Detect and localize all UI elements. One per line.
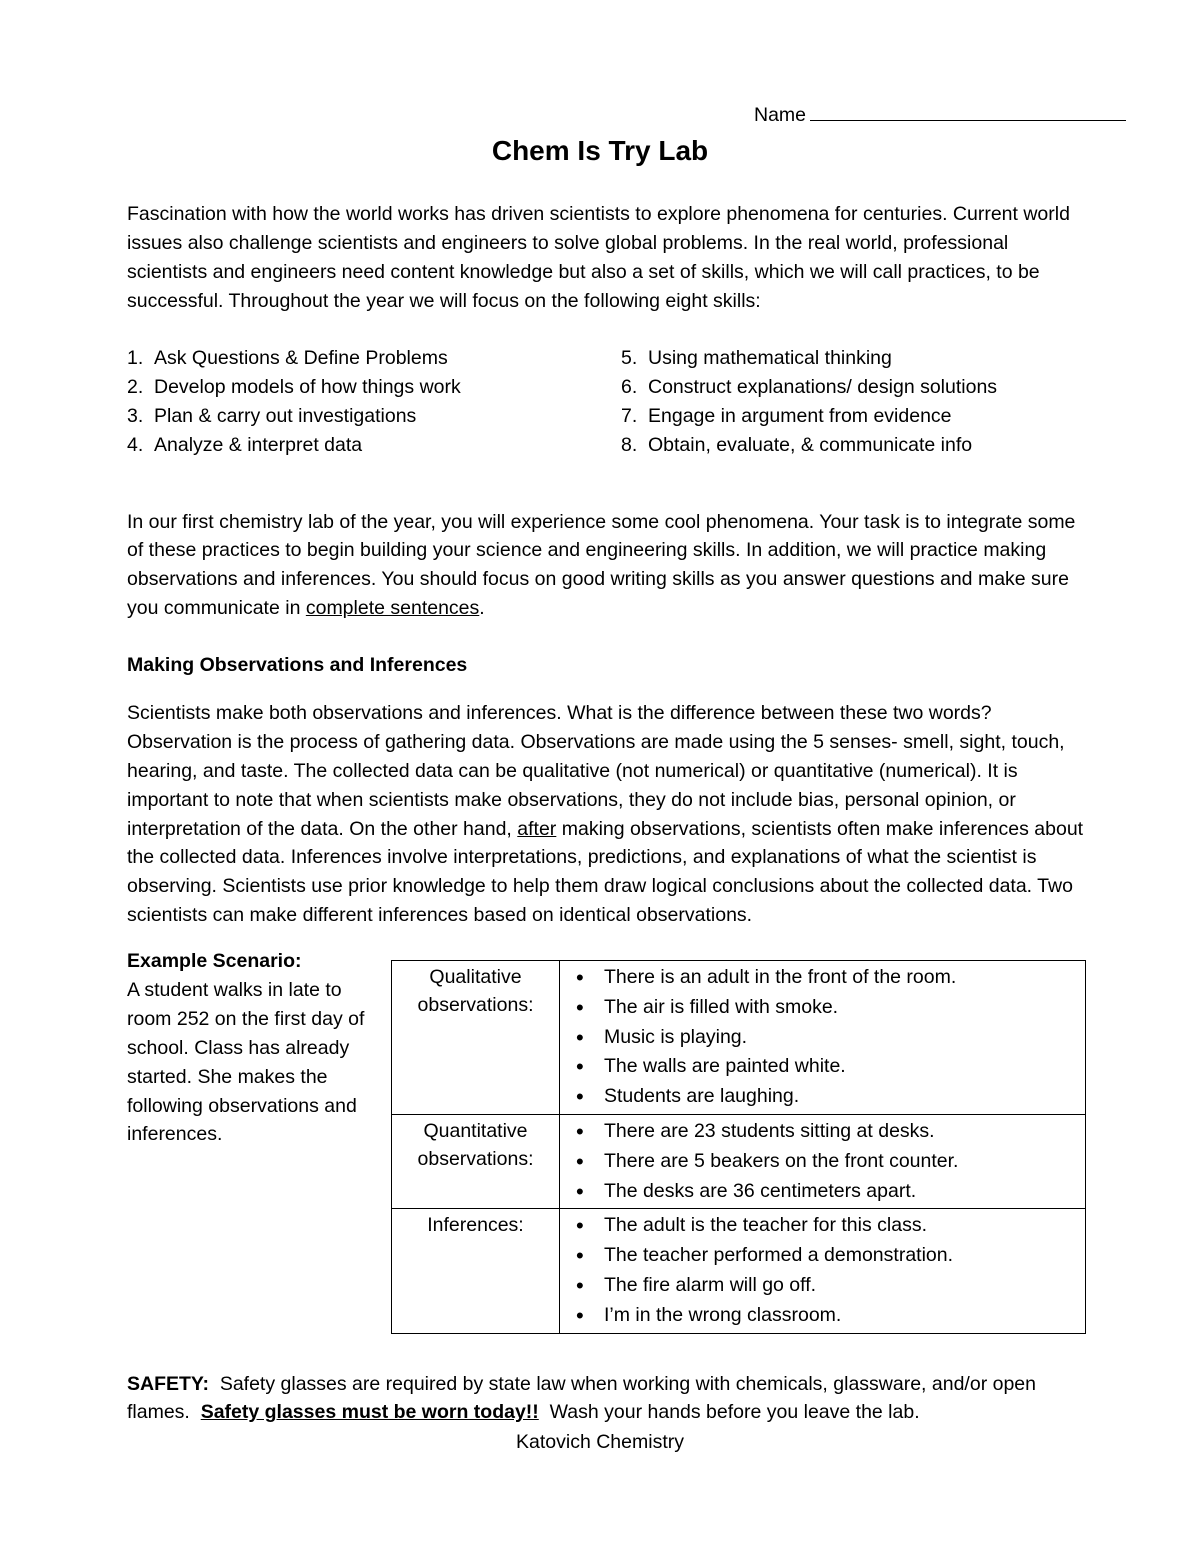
intro-text: Fascination with how the world works has driven scientists to explore phenomena for centuries. Current world issues also challenge scientists and engineers to solve global problems. In the real world, professional scientists and engineers need content knowledge but also a set of skills, which we will call practices, to be successful. Throughout the year we will focus on the following eight skills: [127, 203, 1070, 312]
row-items [560, 1209, 1086, 1333]
table-row [392, 961, 1086, 1115]
skills-column-left [127, 344, 597, 460]
lab-intro-paragraph [127, 488, 1087, 643]
safety-label: SAFETY: [127, 1372, 209, 1395]
skill-item [127, 344, 597, 373]
skill-number: 8. [621, 433, 638, 456]
safety-emphasis: Safety glasses must be worn today!! [200, 1401, 539, 1424]
skill-text: Develop models of how things work [154, 375, 461, 398]
skill-text: Engage in argument from evidence [648, 404, 952, 427]
scenario-heading: Example Scenario: [127, 950, 302, 972]
skill-item [127, 373, 597, 402]
observations-heading: Making Observations and Inferences [127, 653, 468, 676]
skill-item [127, 431, 597, 460]
safety-text-part: Safety glasses are required by state law when working with chemicals, glassware, and/or open flames. [127, 1372, 1042, 1424]
name-label: Name [754, 104, 807, 126]
table-row [392, 1209, 1086, 1333]
safety-text-end: Wash your hands before you leave the lab. [538, 1401, 920, 1424]
skill-text: Construct explanations/ design solutions [648, 375, 998, 398]
footer-credit: Katovich Chemistry [516, 1431, 684, 1453]
skill-number: 6. [621, 375, 638, 398]
list-item: • I’m in the wrong classroom. [604, 1301, 1077, 1331]
skill-number: 5. [621, 347, 638, 369]
scenario-text: A student walks in late to room 252 on the first day of school. Class has already started. She makes the following observations and inferences. [127, 978, 365, 1146]
row-items [560, 1114, 1086, 1208]
example-scenario [127, 947, 379, 1149]
skill-number: 4. [127, 433, 144, 456]
skill-item [621, 373, 1091, 402]
row-label: Quantitative observations: [392, 1114, 560, 1208]
skill-text: Plan & carry out investigations [154, 404, 417, 427]
list-item: • Music is playing. [604, 1023, 1077, 1053]
table-row [392, 1114, 1086, 1208]
list-item: • The adult is the teacher for this class. [604, 1211, 1077, 1241]
name-blank-line[interactable] [810, 100, 1126, 121]
intro-paragraph [127, 200, 1087, 316]
list-item: • There are 23 students sitting at desks. [604, 1117, 1077, 1147]
skill-text: Obtain, evaluate, & communicate info [648, 433, 973, 456]
safety-text [127, 1370, 1087, 1428]
list-item: • Students are laughing. [604, 1082, 1077, 1112]
page-title: Chem Is Try Lab [491, 135, 709, 166]
lab-intro-text [127, 508, 1087, 624]
complete-sentences-emphasis: complete sentences [305, 597, 480, 620]
list-item: • The fire alarm will go off. [604, 1271, 1077, 1301]
skill-item [621, 344, 1091, 373]
list-item: • The air is filled with smoke. [604, 993, 1077, 1023]
skill-item [621, 402, 1091, 431]
skill-text: Ask Questions & Define Problems [154, 347, 448, 369]
skill-item [621, 431, 1091, 460]
skill-text: Analyze & interpret data [154, 433, 363, 456]
observations-text-part: Scientists make both observations and inferences. What is the difference between these two words? Observation is the process of gathering data. Observations are made using the 5 senses- smell, sight, touch, hearing, and taste. The collected data can be qualitative (not numerical) or quantitative (numerical). It is important to note that when scientists make observations, they do not include bias, personal opinion, or interpretation of the data. On the other hand, [127, 701, 1065, 840]
skill-text: Using mathematical thinking [648, 347, 892, 369]
row-label: Qualitative observations: [392, 961, 560, 1115]
skills-column-right [621, 344, 1091, 460]
list-item: • There are 5 beakers on the front counter. [604, 1147, 1077, 1177]
list-item: • There is an adult in the front of the room. [604, 963, 1077, 993]
observations-text-end: making observations, scientists often make inferences about the collected data. Inferences involve interpretations, predictions, and explanations of what the scientist is observing. Scientists use prior knowledge to help them draw logical conclusions about the collected data. Two scientists can make different inferences based on identical observations. [127, 817, 1084, 927]
observations-table [391, 960, 1086, 1334]
skill-number: 2. [127, 375, 144, 398]
lab-intro-text-part: In our first chemistry lab of the year, you will experience some cool phenomena. Your task is to integrate some of these practices to begin building your science and engineering skills. In addition, we will practice making observations and inferences. You should focus on good writing skills as you answer questions and make sure you communicate in [127, 510, 1076, 620]
name-field[interactable] [754, 100, 1126, 130]
observations-section [127, 631, 1087, 950]
row-items [560, 961, 1086, 1115]
skill-number: 3. [127, 404, 144, 427]
skill-number: 7. [621, 404, 638, 427]
skill-item [127, 402, 597, 431]
list-item: • The teacher performed a demonstration. [604, 1241, 1077, 1271]
observations-text [127, 699, 1087, 930]
row-label: Inferences: [392, 1209, 560, 1333]
list-item: • The desks are 36 centimeters apart. [604, 1177, 1077, 1207]
skill-number: 1. [127, 347, 144, 369]
lab-intro-text-end: . [479, 597, 485, 620]
after-emphasis: after [517, 817, 557, 840]
list-item: • The walls are painted white. [604, 1052, 1077, 1082]
